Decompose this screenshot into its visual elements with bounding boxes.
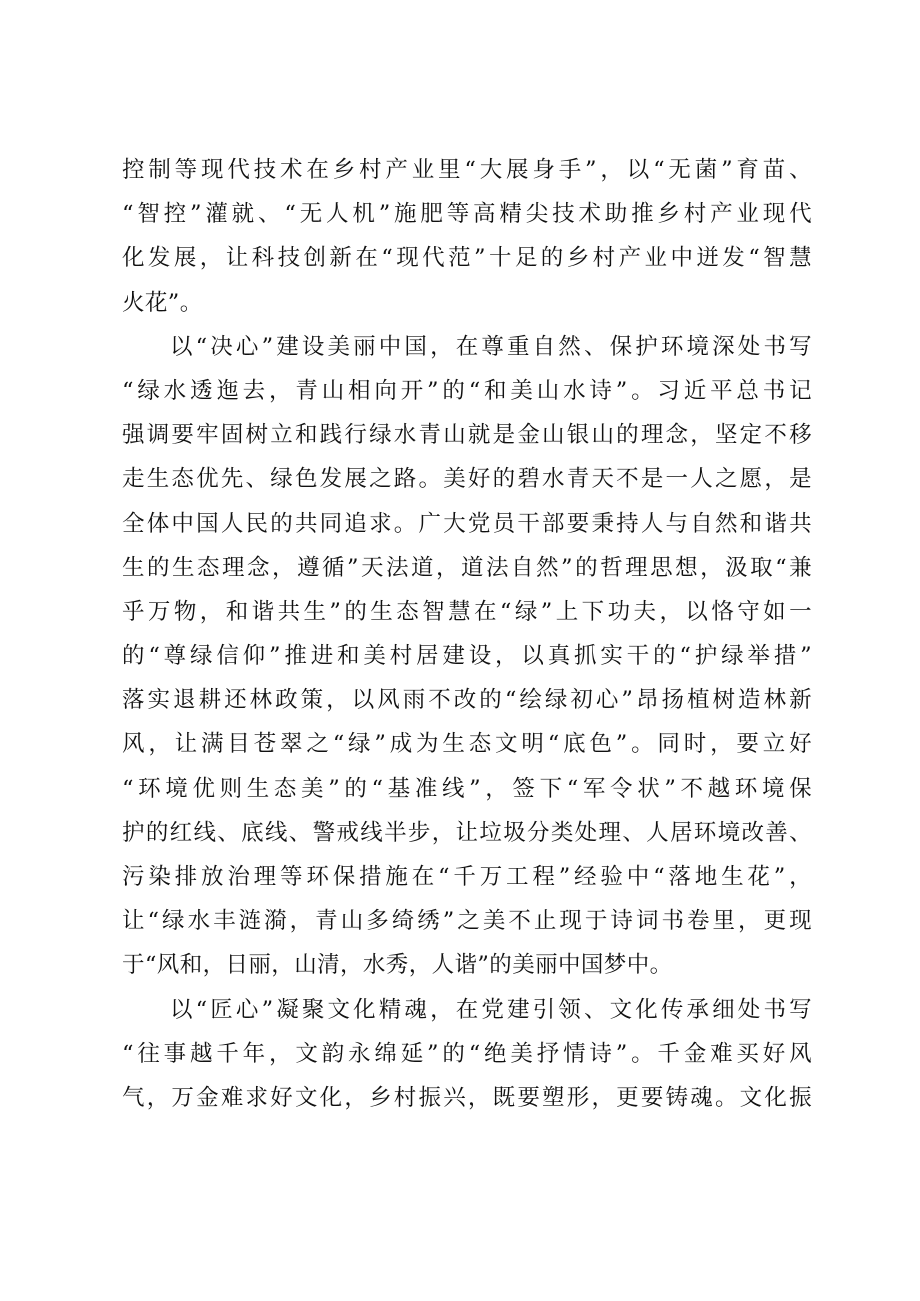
paragraph-2-line-11: “环境优则生态美”的“基准线”，签下“军令状”不越环境保 bbox=[122, 775, 812, 802]
paragraph-2-line-9: 落实退耕还林政策，以风雨不改的“绘绿初心”昂扬植树造林新 bbox=[122, 687, 812, 714]
paragraph-2-line-6: 生的生态理念，遵循”天法道，道法自然”的哲理思想，汲取“兼 bbox=[122, 554, 812, 581]
paragraph-2-line-5: 全体中国人民的共同追求。广大党员干部要秉持人与自然和谐共 bbox=[122, 510, 812, 537]
paragraph-3-line-1: 以“匠心”凝聚文化精魂，在党建引领、文化传承细处书写 bbox=[170, 996, 812, 1023]
paragraph-3-line-3: 气，万金难求好文化，乡村振兴，既要塑形，更要铸魂。文化振 bbox=[122, 1084, 812, 1111]
paragraph-3-line-2: “往事越千年，文韵永绵延”的“绝美抒情诗”。千金难买好风 bbox=[122, 1040, 812, 1067]
paragraph-2-line-13: 污染排放治理等环保措施在“千万工程”经验中“落地生花”， bbox=[122, 864, 812, 890]
paragraph-2-line-15: 于“风和，日丽，山清，水秀，人谐”的美丽中国梦中。 bbox=[122, 952, 673, 979]
paragraph-2-line-10: 风，让满目苍翠之“绿”成为生态文明“底色”。同时，要立好 bbox=[122, 731, 812, 758]
paragraph-2-line-2: “绿水透迤去，青山相向开”的“和美山水诗”。习近平总书记 bbox=[122, 377, 812, 404]
paragraph-2-line-4: 走生态优先、绿色发展之路。美好的碧水青天不是一人之愿，是 bbox=[122, 466, 812, 493]
paragraph-2-line-3: 强调要牢固树立和践行绿水青山就是金山银山的理念，坚定不移 bbox=[122, 422, 812, 449]
paragraph-1-line-3: 化发展，让科技创新在“现代范”十足的乡村产业中迸发“智慧 bbox=[122, 245, 812, 272]
paragraph-2-line-12: 护的红线、底线、警戒线半步，让垃圾分类处理、人居环境改善、 bbox=[122, 819, 812, 846]
paragraph-1-line-4: 火花”。 bbox=[122, 289, 203, 316]
paragraph-2-line-7: 乎万物，和谐共生”的生态智慧在“绿”上下功夫，以恪守如一 bbox=[122, 598, 812, 625]
paragraph-2-line-8: 的“尊绿信仰”推进和美村居建设，以真抓实干的“护绿举措” bbox=[122, 643, 812, 670]
paragraph-1-line-1: 控制等现代技术在乡村产业里“大展身手”，以“无菌”育苗、 bbox=[122, 157, 812, 183]
paragraph-2-line-1: 以“决心”建设美丽中国，在尊重自然、保护环境深处书写 bbox=[170, 333, 812, 360]
paragraph-2-line-14: 让“绿水丰涟漪，青山多绮绣”之美不止现于诗词书卷里，更现 bbox=[122, 908, 812, 935]
document-body bbox=[122, 148, 812, 1120]
paragraph-1-line-2: “智控”灌就、“无人机”施肥等高精尖技术助推乡村产业现代 bbox=[122, 201, 812, 228]
